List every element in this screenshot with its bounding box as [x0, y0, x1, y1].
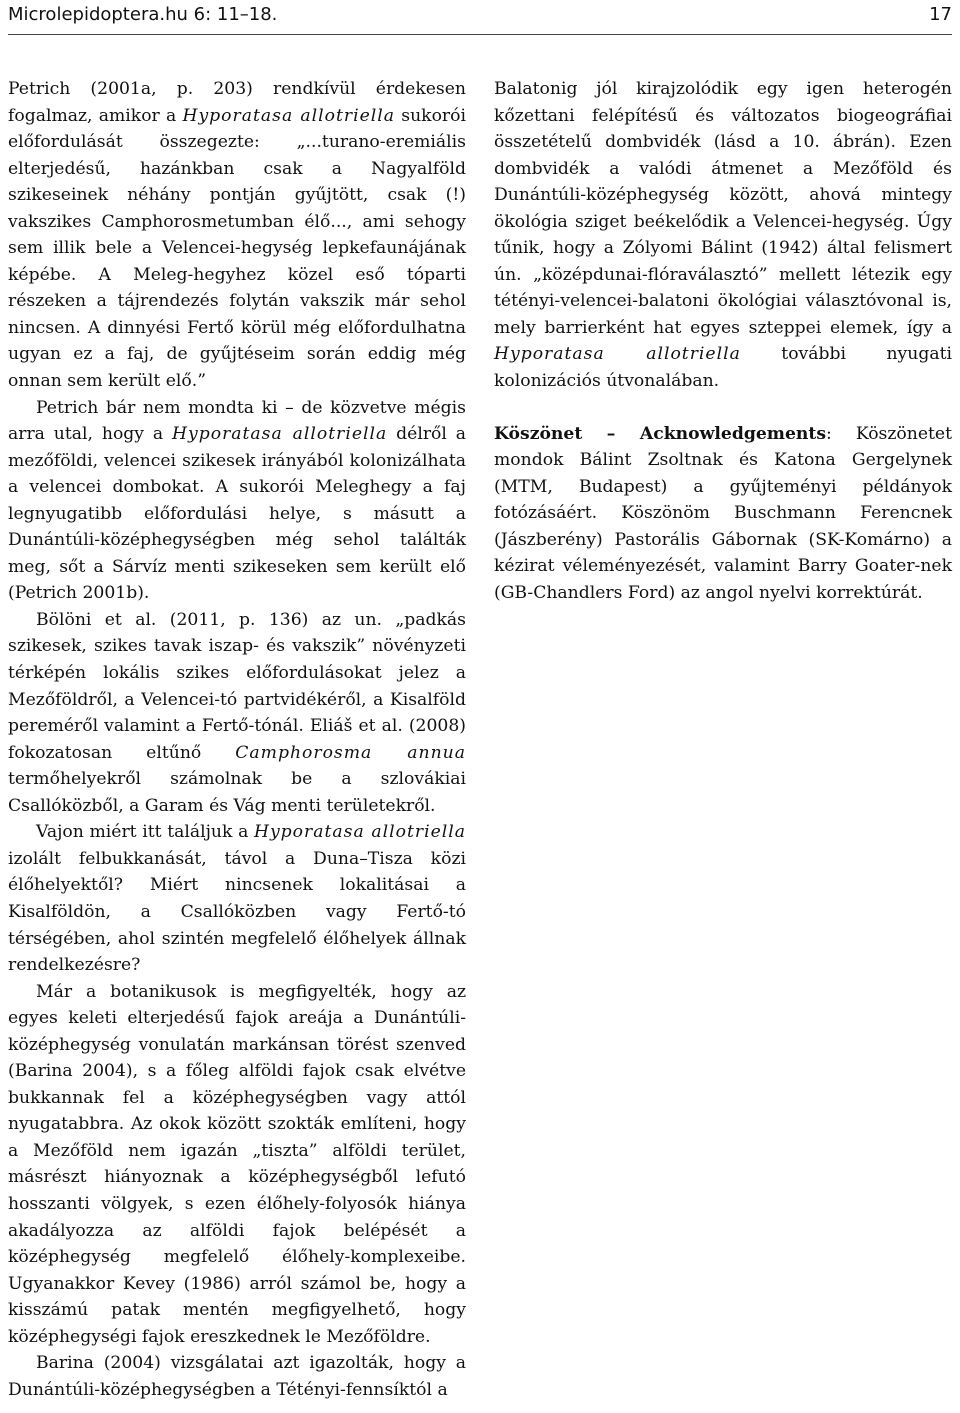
paragraph: Petrich bár nem mondta ki – de közvetve mégis arra utal, hogy a Hyporatasa allotriella délről a mezőföldi, velencei szikesek irányából kolonizálhata a velencei dombokat. A sukorói Meleghegy a faj legnyugatibb előfordulási helye, s másutt a Dunántúli-középhegységben még sehol találták meg, sőt a Sárvíz menti szikeseken sem került elő (Petrich 2001b). — [8, 397, 467, 604]
paragraph: Vajon miért itt találjuk a Hyporatasa allotriella izolált felbukkanását, távol a Duna–Tisza közi élőhelyektől? Miért nincsenek lokalitásai a Kisalföldön, a Csallóközben vagy Fertő-tó térségében, ahol szintén megfelelő élőhelyek állnak rendelkezésre? — [8, 822, 466, 976]
paragraph: Petrich (2001a, p. 203) rendkívül érdekesen fogalmaz, amikor a Hyporatasa allotriella sukorói előfordulását összegezte: „...turano-eremiális elterjedésű, hazánkban csak a Nagyalföld szikeseinek néhány pontján gyűjtött, csak (!) vakszikes Camphorosmetumban élő..., ami sehogy sem illik bele a Velencei-hegység lepkefaunájának képébe. A Meleg-hegyhez közel eső tóparti részeken a tájrendezés folytán vakszik már sehol nincsen. A dinnyési Fertő körül még előfordulhatna ugyan ez a faj, de gyűjtéseim során eddig még onnan sem került elő.” — [8, 79, 466, 392]
species-name: Hyporatasa allotriella — [182, 105, 396, 126]
acknowledgements — [494, 421, 952, 607]
right-column — [494, 76, 952, 606]
species-name: Hyporatasa allotriella — [172, 424, 388, 445]
paragraph: Már a botanikusok is megfigyelték, hogy az egyes keleti elterjedésű fajok areája a Dunántúli-középhegység vonulatán markánsan törést szenved (Barina 2004), s a főleg alföldi fajok csak elvétve bukkannak fel a középhegységben vagy attól nyugatabbra. Az okok között szokták említeni, hogy a Mezőföld nem igazán „tiszta” alföldi terület, másrészt hiányoznak a középhegységből lefutó hosszanti völgyek, s ezen élőhely-folyosók hiánya akadályozza az alföldi fajok belépését a középhegység megfelelő élőhely-komplexeibe. Ugyanakkor Kevey (1986) arról számol be, hogy a kisszámú patak mentén megfigyelhető, hogy középhegységi fajok ereszkednek le Mezőföldre. — [8, 981, 466, 1347]
running-header — [8, 0, 952, 35]
page-number: 17 — [929, 4, 952, 25]
left-column — [8, 76, 466, 1403]
species-name: Hyporatasa allotriella — [494, 344, 741, 365]
acknowledgements-text: : Köszönetet mondok Bálint Zsoltnak és Katona Gergelynek (MTM, Budapest) a gyűjteményi példányok fotózásáért. Köszönöm Buschmann Ferencnek (Jászberény) Pastorális Gábornak (SK-Komárno) a kézirat véleményezését, valamint Barry Goater-nek (GB-Chandlers Ford) az angol nyelvi korrektúrát. — [494, 423, 952, 603]
species-name: Camphorosma annua — [235, 742, 467, 763]
journal-citation: Microlepidoptera.hu 6: 11–18. — [8, 4, 278, 25]
paragraph: Bölöni et al. (2011, p. 136) az un. „padkás szikesek, szikes tavak iszap- és vakszik” növényzeti térképén lokális szikes előfordulásokat jelez a Mezőföldről, a Velencei-tó partvidékéről, a Kisalföld pereméről valamint a Fertő-tónál. Eliáš et al. (2008) fokozatosan eltűnő Camphorosma annua termőhelyekről számolnak be a szlovákiai Csallóközből, a Garam és Vág menti területekről. — [8, 609, 467, 816]
species-name: Hyporatasa allotriella — [253, 822, 466, 843]
acknowledgements-heading: Köszönet – Acknowledgements — [494, 423, 827, 444]
paragraph: Balatonig jól kirajzolódik egy igen heterogén kőzettani felépítésű és változatos biogeográfiai összetételű dombvidék (lásd a 10. ábrán). Ezen dombvidék a valódi átmenet a Mezőföld és Dunántúli-középhegység között, ahová mintegy ökológia sziget beékelődik a Velencei-hegység. Úgy tűnik, hogy a Zólyomi Bálint (1942) által felismert ún. „középdunai-flóraválasztó” mellett létezik egy tétényi-velencei-balatoni ökológiai választóvonal is, mely barrierként hat egyes szteppei elemek, így a Hyporatasa allotriella további nyugati kolonizációs útvonalában. — [494, 79, 952, 392]
paragraph: Barina (2004) vizsgálatai azt igazolták, hogy a Dunántúli-középhegységben a Tétényi-fennsíktól a — [8, 1353, 466, 1400]
